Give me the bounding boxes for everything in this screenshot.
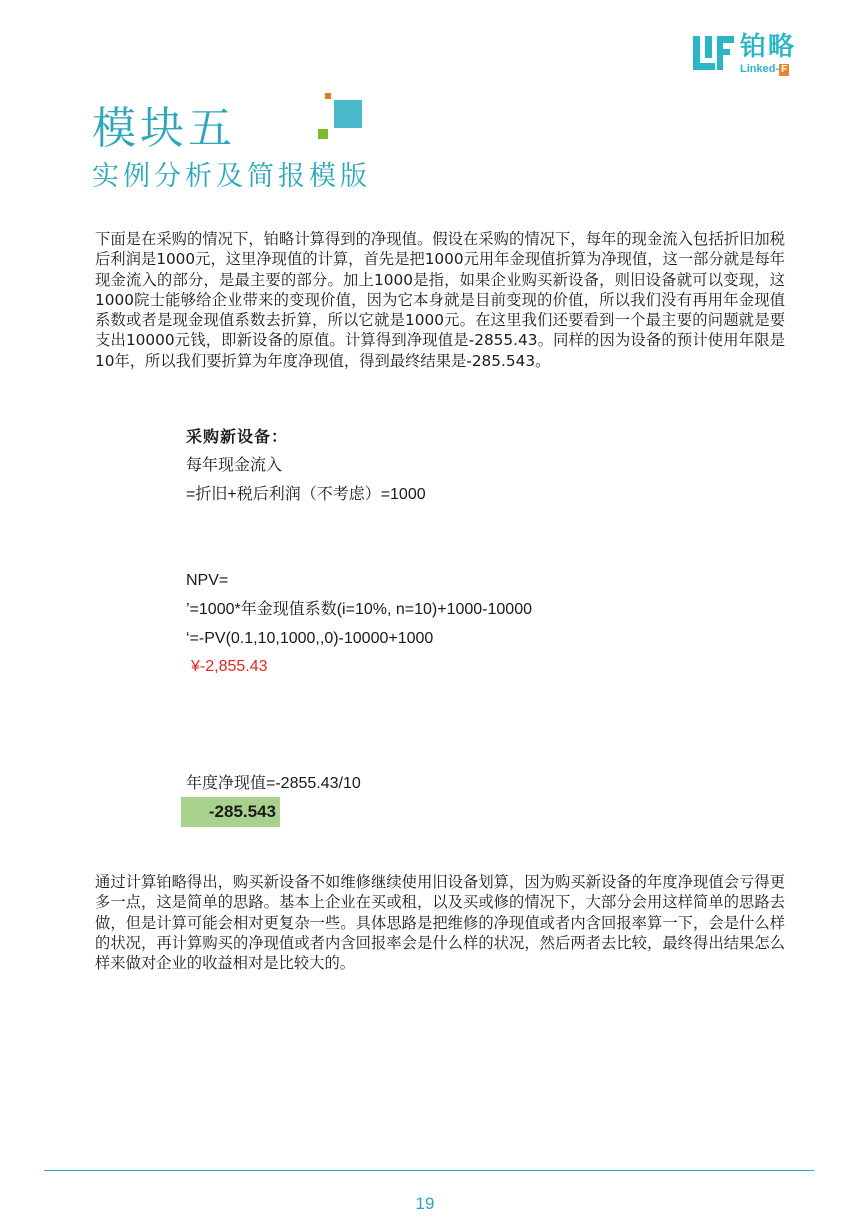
logo-english-name: Linked- F (740, 63, 788, 75)
npv-label: NPV= (186, 572, 229, 589)
npv-formula-pv: ‘=-PV(0.1,10,1000,,0)-10000+1000 (186, 630, 434, 647)
footer-divider (44, 1170, 814, 1171)
npv-result: ¥-2,855.43 (191, 658, 268, 675)
cash-inflow-label: 每年现金流入 (186, 457, 283, 474)
decor-square-cyan (334, 100, 362, 128)
annual-npv-result: -285.543 (208, 802, 276, 821)
logo-mark-icon (692, 32, 736, 76)
npv-formula-annuity: ’=1000*年金现值系数(i=10%, n=10)+1000-10000 (186, 601, 532, 618)
module-subtitle: 实例分析及简报模版 (92, 161, 371, 192)
page-number: 19 (415, 1194, 435, 1213)
decor-square-green (318, 129, 328, 139)
cash-inflow-formula: =折旧+税后利润（不考虑）=1000 (186, 486, 426, 503)
company-logo (692, 32, 812, 76)
module-title: 模块五 (92, 103, 236, 154)
annual-npv-label: 年度净现值=-2855.43/10 (186, 775, 361, 792)
annual-npv-result-cell (181, 797, 280, 827)
logo-chinese-name: 铂略 (740, 32, 797, 62)
calc-heading: 采购新设备： (186, 427, 289, 446)
conclusion-paragraph: 通过计算铂略得出，购买新设备不如维修继续使用旧设备划算，因为购买新设备的年度净现值会亏得更多一点，这是简单的思路。基本上企业在买或租，以及买或修的情况下，大部分会用这样简单的思路去做，但是计算可能会相对更复杂一些。具体思路是把维修的净现值或者内含回报率算一下，会是什么样的状况，再计算购买的净现值或者内含回报率会是什么样的状况，然后两者去比较，最终得出结果怎么样来做对企业的收益相对是比较大的。 (95, 873, 785, 973)
decor-square-orange (325, 93, 331, 99)
intro-paragraph: 下面是在采购的情况下，铂略计算得到的净现值。假设在采购的情况下，每年的现金流入包括折旧加税后利润是1000元，这里净现值的计算，首先是把1000元用年金现值折算为净现值，这一部分就是每年现金流入的部分，是最主要的部分。加上1000是指，如果企业购买新设备，则旧设备就可以变现，这1000院士能够给企业带来的变现价值，因为它本身就是目前变现的价值，所以我们没有再用年金现值系数或者是现金现值系数去折算，所以它就是1000元。在这里我们还要看到一个最主要的问题就是要支出10000元钱，即新设备的原值。计算得到净现值是-2855.43。同样的因为设备的预计使用年限是10年，所以我们要折算为年度净现值，得到最终结果是-285.543。 (95, 230, 785, 370)
